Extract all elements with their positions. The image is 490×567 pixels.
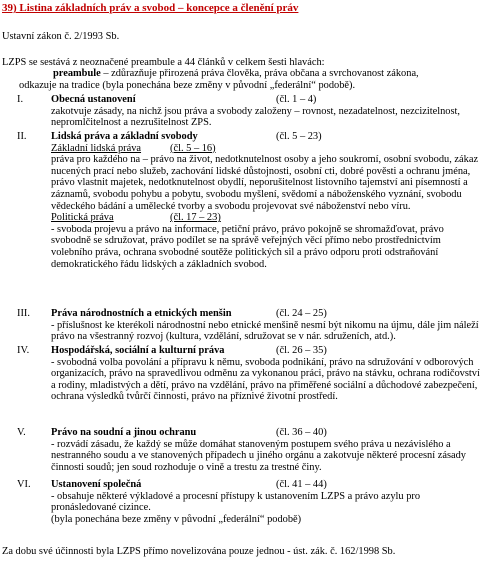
section-text: - obsahuje některé výkladové a procesní přístupy k ustanovením LZPS a právo azylu pro pronásledované cizince. bbox=[51, 490, 421, 514]
section-text: zakotvuje zásady, na nichž jsou práva a svobody založeny – rovnost, nezadatelnost, nezcizitelnost, nepromlčitelnost a nezrušitelnost ZPS. bbox=[51, 105, 461, 129]
intro-paragraph: LZPS se sestává z neoznačené preambule a 44 článků v celkem šesti hlavách: bbox=[2, 57, 325, 68]
section-6 bbox=[0, 479, 490, 525]
subsection-articles: (čl. 17 – 23) bbox=[170, 212, 221, 224]
preamble-line-1: – zdůrazňuje přirozená práva člověka, práva občana a svrchovanost zákona, bbox=[100, 68, 419, 79]
section-4 bbox=[0, 345, 490, 403]
section-title: Lidská práva a základní svobody bbox=[51, 131, 198, 142]
subsection-text: práva pro každého na – právo na život, nedotknutelnost osoby a jeho soukromí, osobní svobodu, zákaz nucených prací nebo služeb, zachování lidské důstojnosti, osobní cti, dobré pověsti a ochranu jména, právo vlastnit majetek, nedotknutelnost obydlí, neporušitelnost listovního tajemství ani písemností a záznamů, svobodu pohybu a pobytu, svobodu myšlení, svědomí a náboženského vyznání, svobodu vědeckého bádání a umělecké tvorby a svobodu projevovat své náboženství nebo víru. bbox=[51, 154, 479, 212]
section-articles: (čl. 36 – 40) bbox=[276, 427, 327, 438]
section-number: V. bbox=[17, 427, 26, 438]
section-text: - příslušnost ke kterékoli národnostní nebo etnické menšině nesmí být nikomu na újmu, dále jim náleží právo na všestranný rozvoj (kultura, vzdělání, sdružovat se v nár. sdruženích, atd.). bbox=[51, 319, 479, 343]
section-number: I. bbox=[17, 94, 24, 105]
section-number: IV. bbox=[17, 345, 30, 356]
law-reference: Ustavní zákon č. 2/1993 Sb. bbox=[2, 31, 120, 42]
section-text: - rozvádí zásadu, že každý se může domáhat stanoveným postupem svého práva u nezávislého a nestranného soudu a ve stanovených případech u jiného orgánu a zakotvuje některé procesní zásady činnosti soudů; jen soud rozhoduje o vině a trestu za trestné činy. bbox=[51, 438, 466, 473]
section-articles: (čl. 24 – 25) bbox=[276, 308, 327, 319]
section-title: Obecná ustanovení bbox=[51, 94, 136, 105]
section-number: III. bbox=[17, 308, 30, 319]
subsection-label: Politická práva bbox=[51, 212, 114, 224]
section-2 bbox=[0, 131, 490, 270]
subsection-articles: (čl. 5 – 16) bbox=[170, 142, 216, 154]
section-3 bbox=[0, 308, 490, 343]
section-number: VI. bbox=[17, 479, 31, 490]
section-articles: (čl. 26 – 35) bbox=[276, 345, 327, 356]
section-number: II. bbox=[17, 131, 27, 142]
section-title: Právo na soudní a jinou ochranu bbox=[51, 427, 197, 438]
subsection-heading bbox=[0, 143, 490, 155]
section-text: - svobodná volba povolání a přípravu k němu, svoboda podnikání, právo na sdružování v odborových organizacích, právo na spravedlivou odměnu za vykonanou práci, právo na stávku, ochrana rodičovství a rodiny, mladistvých a dětí, právo na vzdělání, právo na přiměřené sociální a důchodové zabezpečení, ochrana výsledků tvůrčí činnosti, právo na příznivé životní prostředí. bbox=[51, 356, 480, 403]
section-title: Hospodářská, sociální a kulturní práva bbox=[51, 345, 225, 356]
subsection-label: Základní lidská práva bbox=[51, 142, 142, 154]
subsection-text: - svoboda projevu a právo na informace, petiční právo, právo pokojně se shromažďovat, právo svobodně se sdružovat, právo podílet se na správě veřejných věcí přímo nebo prostřednictvím volebního práva, ochrana svobodné soutěže politických sil a právo odporu proti odstraňování demokratického řádu lidských a základních svobod. bbox=[51, 223, 444, 270]
section-5 bbox=[0, 427, 490, 473]
section-title: Ustanovení společná bbox=[51, 479, 142, 490]
section-title: Práva národnostních a etnických menšin bbox=[51, 308, 232, 319]
preamble-block bbox=[2, 68, 486, 91]
document-heading: 39) Listina základních práv a svobod – koncepce a členění práv bbox=[2, 2, 299, 14]
section-articles: (čl. 41 – 44) bbox=[276, 479, 327, 490]
section-articles: (čl. 1 – 4) bbox=[276, 94, 317, 105]
preamble-label: preambule bbox=[53, 68, 101, 79]
preamble-line-2: odkazuje na tradice (byla ponechána beze změny v původní „federální“ podobě). bbox=[19, 79, 356, 91]
section-1 bbox=[0, 94, 490, 129]
footer-note: Za dobu své účinnosti byla LZPS přímo novelizována pouze jednou - úst. zák. č. 162/1998 Sb. bbox=[2, 546, 396, 557]
section-note: (byla ponechána beze změny v původní „federální“ podobě) bbox=[51, 513, 302, 525]
subsection-heading bbox=[0, 212, 490, 224]
section-articles: (čl. 5 – 23) bbox=[276, 131, 322, 142]
